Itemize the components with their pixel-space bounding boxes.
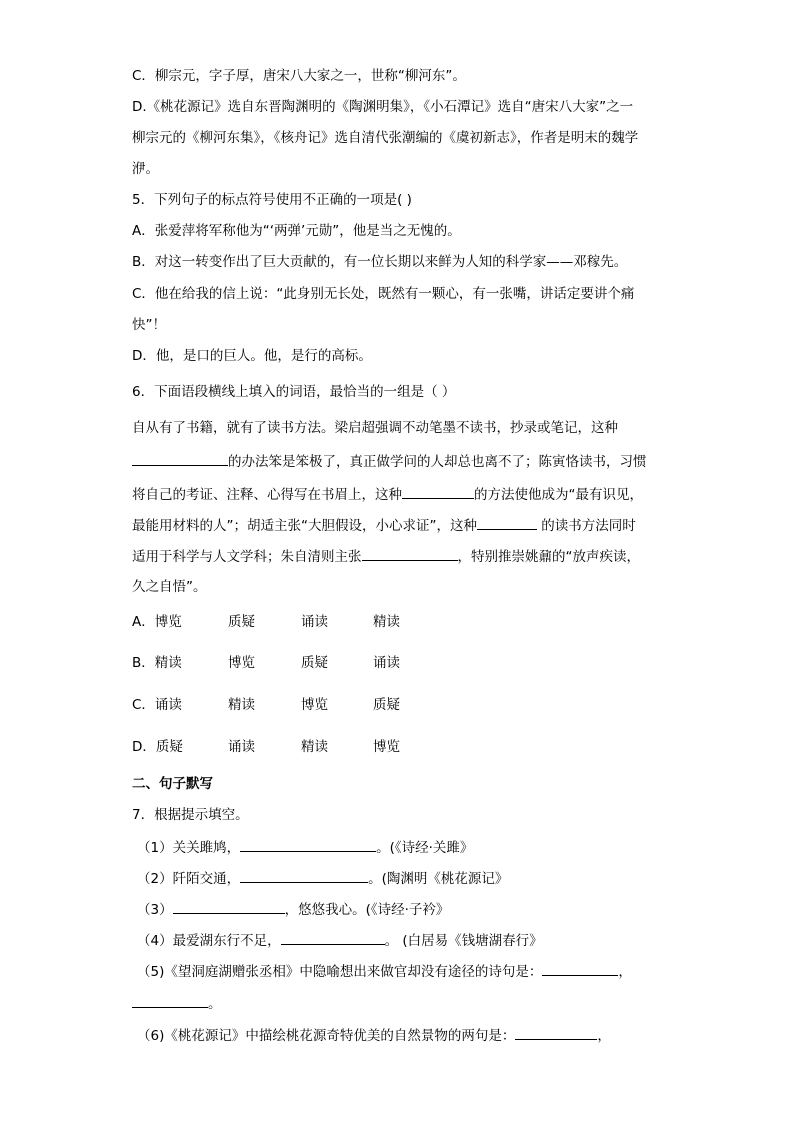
- passage-line-4: 最能用材料的人”；胡适主张“大胆假设，小心求证”，这种 的读书方法同时: [132, 515, 636, 536]
- fill-item-5: （5)《望洞庭湖赠张丞相》中隐喻想出来做官却没有途径的诗句是： ，: [137, 961, 632, 982]
- fill-blank-5a[interactable]: [542, 961, 618, 976]
- line-d-prev-1: D.《桃花源记》选自东晋陶渊明的《陶渊明集》，《小石潭记》选自“唐宋八大家”之一: [132, 99, 634, 115]
- line-c-prev: C．柳宗元，字子厚，唐宋八大家之一，世称“柳河东”。: [132, 68, 466, 84]
- q5-option-a: A．张爱萍将军称他为“‘两弹’元勋”，他是当之无愧的。: [132, 223, 461, 239]
- fill-item-4: （4）最爱湖东行不足， 。 (白居易《钱塘湖春行》: [137, 930, 543, 951]
- question-5: 5．下列句子的标点符号使用不正确的一项是( ): [132, 192, 412, 208]
- blank-3[interactable]: [477, 515, 537, 530]
- fill-blank-2[interactable]: [240, 868, 368, 883]
- fill-blank-6a[interactable]: [515, 1025, 597, 1040]
- blank-4[interactable]: [362, 546, 458, 561]
- passage-line-1: 自从有了书籍，就有了读书方法。梁启超强调不动笔墨不读书，抄录或笔记，这种: [132, 420, 618, 436]
- fill-item-6: （6)《桃花源记》中描绘桃花源奇特优美的自然景物的两句是： ，: [137, 1025, 611, 1046]
- fill-item-3: （3） ，悠悠我心。(《诗经·子衿》: [137, 899, 449, 920]
- fill-item-2: （2）阡陌交通， 。(陶渊明《桃花源记》: [137, 868, 508, 889]
- q5-option-c-1: C．他在给我的信上说：“此身别无长处，既然有一颗心，有一张嘴，讲话定要讲个痛: [132, 286, 635, 302]
- passage-line-3: 将自己的考证、注释、心得写在书眉上，这种 的方法使他成为“最有识见，: [132, 484, 643, 505]
- blank-2[interactable]: [402, 484, 474, 499]
- q5-option-c-2: 快”！: [132, 317, 166, 333]
- question-7: 7．根据提示填空。: [132, 807, 249, 823]
- line-d-prev-2: 柳宗元的《柳河东集》，《核舟记》选自清代张潮编的《虞初新志》，作者是明末的魏学: [132, 130, 639, 146]
- fill-blank-3[interactable]: [173, 899, 285, 914]
- section-heading: 二、句子默写: [132, 776, 213, 792]
- passage-line-6: 久之自悟”。: [132, 579, 207, 595]
- fill-blank-5b[interactable]: [132, 993, 208, 1008]
- passage-line-5: 适用于科学与人文学科；朱自清则主张 ，特别推崇姚鼐的“放声疾读，: [132, 546, 640, 567]
- fill-blank-1[interactable]: [240, 837, 376, 852]
- fill-item-1: （1）关关雎鸠， 。(《诗经·关雎》: [137, 837, 473, 858]
- question-6: 6．下面语段横线上填入的词语，最恰当的一组是（ ）: [132, 384, 456, 400]
- q5-option-b: B．对这一转变作出了巨大贡献的，有一位长期以来鲜为人知的科学家——邓稼先。: [132, 254, 628, 270]
- fill-item-5-cont: 。: [132, 993, 222, 1014]
- q5-option-d: D．他，是口的巨人。他，是行的高标。: [132, 348, 372, 364]
- passage-line-2: 的办法笨是笨极了，真正做学问的人却总也离不了；陈寅恪读书，习惯: [132, 451, 647, 472]
- line-d-prev-3: 洢。: [132, 161, 159, 177]
- fill-blank-4[interactable]: [281, 930, 385, 945]
- blank-1[interactable]: [132, 451, 228, 466]
